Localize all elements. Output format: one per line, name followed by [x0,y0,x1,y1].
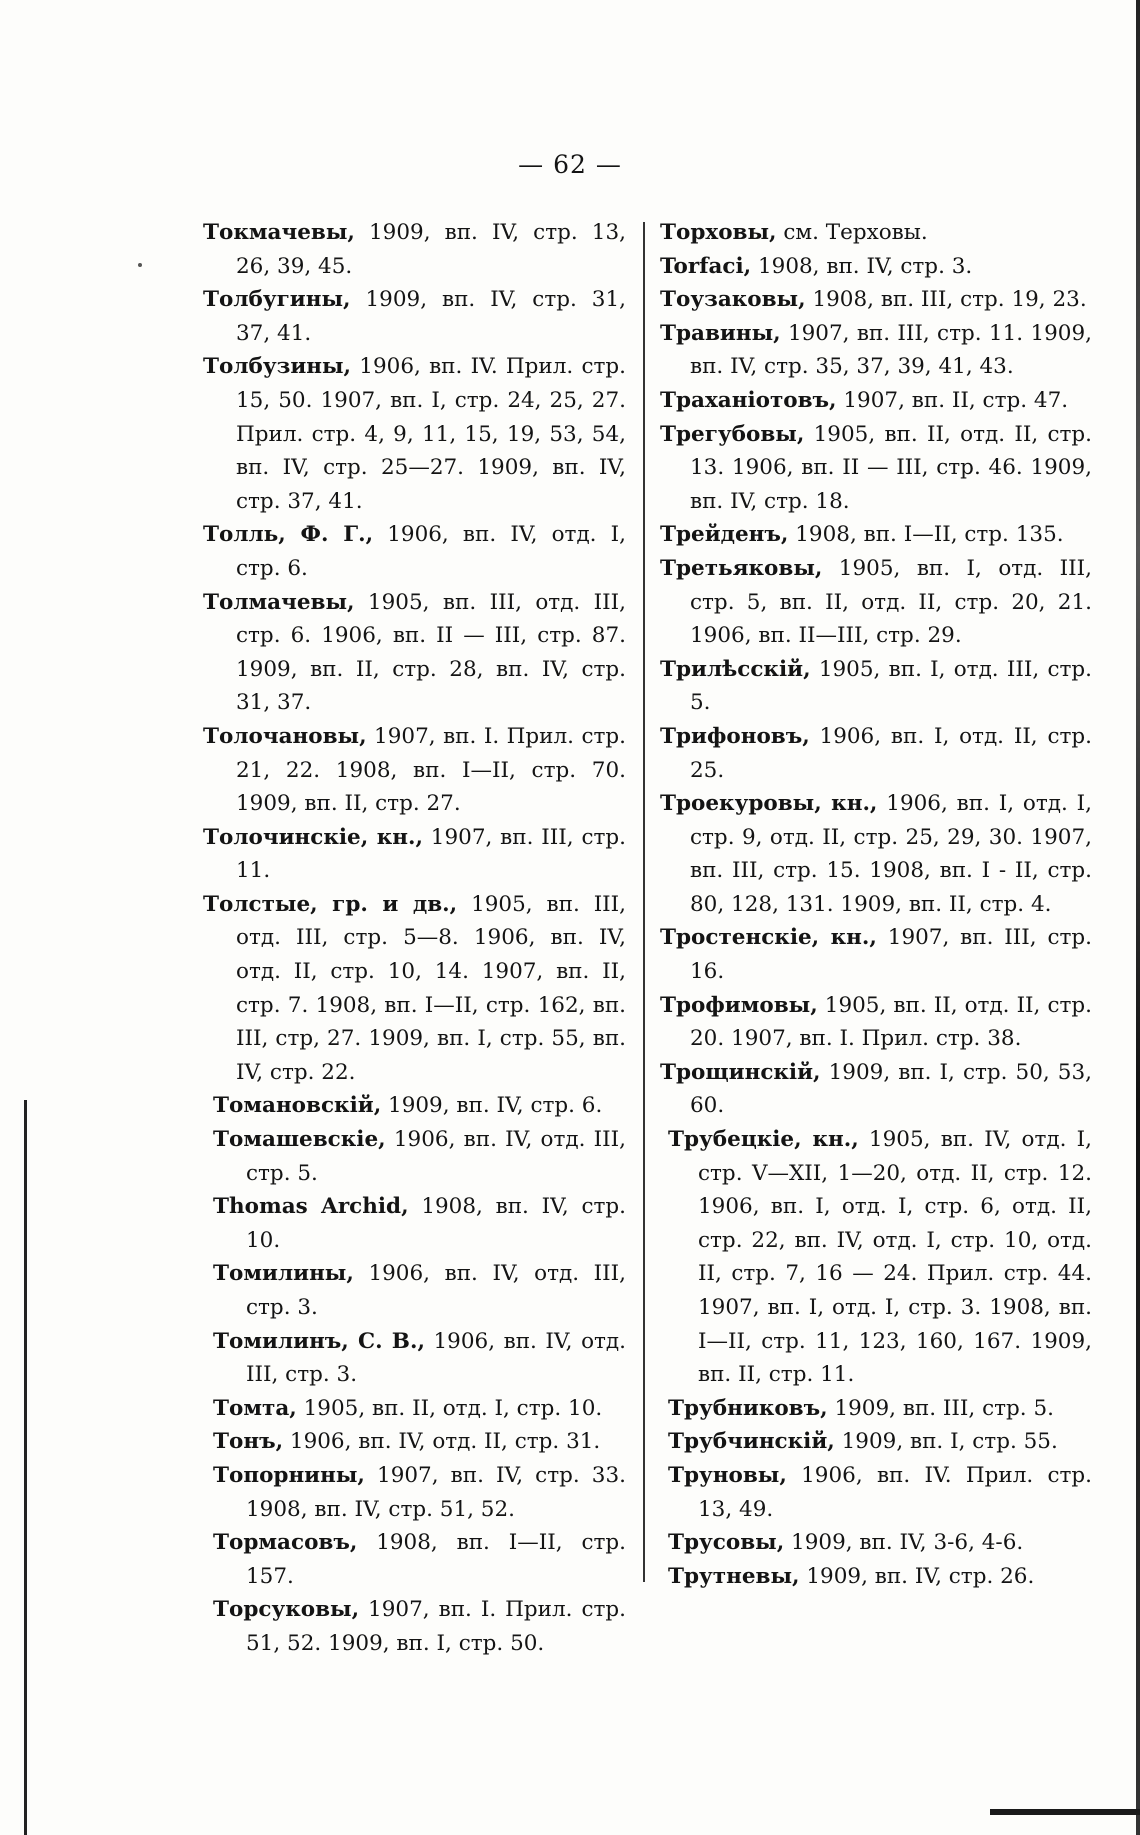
index-entry [203,888,626,1090]
entry-name: Трегубовы, [660,421,805,447]
entry-name: Трифоновъ, [660,723,810,749]
index-entry [660,384,1092,418]
entry-references: 1908, вп. III, стр. 19, 23. [805,287,1087,313]
index-entry [660,653,1092,720]
entry-name: Толочинскіе, кн., [203,824,423,850]
entry-name: Токмачевы, [203,220,355,245]
index-entry [668,1123,1092,1392]
entry-name: Тростенскіе, кн., [660,925,877,951]
index-entry [203,350,626,518]
entry-references: 1906, вп. IV, отд. II, стр. 31. [283,1429,601,1455]
entry-references: 1907, вп. II, стр. 47. [836,387,1069,413]
entry-name: Толль, Ф. Г., [203,522,374,548]
page-edge-shadow [1136,0,1140,1835]
entry-references: 1906, вп. I, отд. II, стр. 25. [690,723,1092,783]
entry-name: Трейденъ, [660,522,789,548]
entry-references: 1906, вп. IV, отд. III, стр. 3. [246,1261,626,1320]
index-entry [203,586,626,720]
entry-references: 1905, вп. II, отд. I, стр. 10. [296,1395,603,1421]
entry-name: Томилинъ, С. В., [213,1328,425,1354]
entry-name: Троекуровы, кн., [660,791,878,817]
index-entry [660,921,1092,988]
entry-references: 1905, вп. II, отд. II, стр. 20. 1907, вп. I. Прил. стр. 38. [690,992,1092,1052]
entry-name: Толмачевы, [203,589,355,615]
index-entry [203,720,626,821]
entry-name: Толбузины, [203,354,352,380]
index-entry [213,1257,626,1324]
entry-references: 1906, вп. IV, отд. III, стр. 5. [246,1127,626,1186]
entry-name: Torfaci, [660,253,752,279]
entry-references: см. Терховы. [776,220,928,245]
entry-name: Толбугины, [203,287,351,313]
entry-name: Травины, [660,320,781,346]
scan-artifact [990,1809,1140,1815]
entry-name: Thomas Archid, [213,1194,409,1220]
entry-name: Трубниковъ, [668,1395,828,1421]
entry-references: 1905, вп. IV, отд. I, стр. V—XII, 1—20, отд. II, стр. 12. 1906, вп. I, отд. I, стр. 6, отд. II, стр. 22, вп. IV, отд. I, стр. 10, отд. II, стр. 7, 16 — 24. Прил. стр. 44. 1907, вп. I, отд. I, стр. 3. 1908, вп. I—II, стр. 11, 123, 160, 167. 1909, вп. II, стр. 11. [698,1127,1093,1388]
entry-name: Трутневы, [668,1563,800,1589]
entry-name: Трусовы, [668,1530,785,1556]
entry-references: 1906, вп. IV, отд. III, стр. 3. [246,1328,626,1388]
entry-name: Трубецкіе, кн., [668,1127,859,1153]
entry-references: 1908, вп. I—II, стр. 135. [788,522,1064,548]
index-entry [660,1056,1092,1123]
index-entry [660,250,1092,284]
entry-name: Томашевскіе, [213,1127,386,1153]
entry-references: 1909, вп. IV, стр. 31, 37, 41. [236,287,626,346]
entry-name: Трилѣсскій, [660,656,811,682]
index-entry [668,1459,1092,1526]
index-entry [660,216,1092,250]
entry-name: Трубчинскій, [668,1429,835,1455]
index-column-left [203,216,626,1661]
entry-references: 1905, вп. I, отд. III, стр. 5. [690,656,1092,716]
index-entry [213,1526,626,1593]
entry-references: 1905, вп. I, отд. III, стр. 5, вп. II, отд. II, стр. 20, 21. 1906, вп. II—III, стр. 29. [690,555,1092,649]
index-entry [660,418,1092,519]
entry-name: Толстые, гр. и дв., [203,891,458,917]
page-number: — 62 — [518,150,622,179]
entry-references: 1906, вп. IV. Прил. стр. 13, 49. [698,1462,1092,1522]
index-entry [660,317,1092,384]
index-entry [668,1392,1092,1426]
entry-references: 1909, вп. I, стр. 50, 53, 60. [690,1059,1092,1119]
entry-name: Траханіотовъ, [660,387,837,413]
entry-references: 1908, вп. IV, стр. 3. [751,253,973,279]
entry-name: Тормасовъ, [213,1530,358,1556]
entry-references: 1906, вп. IV, отд. I, стр. 6. [236,522,627,581]
entry-references: 1907, вп. III, стр. 16. [690,925,1092,985]
entry-references: 1907, вп. I. Прил. стр. 21, 22. 1908, вп. I—II, стр. 70. 1909, вп. II, стр. 27. [236,723,626,817]
index-entry [668,1526,1092,1560]
entry-name: Томановскій, [213,1093,382,1119]
index-entry [203,283,626,350]
entry-references: 1907, вп. III, стр. 11. [236,824,626,884]
entry-name: Трофимовы, [660,992,818,1018]
index-entry [660,552,1092,653]
index-entry [213,1089,626,1123]
entry-references: 1907, вп. III, стр. 11. 1909, вп. IV, стр. 35, 37, 39, 41, 43. [690,320,1092,380]
index-entry [660,989,1092,1056]
entry-name: Третьяковы, [660,555,823,581]
entry-references: 1907, вп. IV, стр. 33. 1908, вп. IV, стр. 51, 52. [246,1462,626,1522]
entry-references: 1908, вп. IV, стр. 10. [246,1194,626,1253]
entry-references: 1907, вп. I. Прил. стр. 51, 52. 1909, вп. I, стр. 50. [246,1597,626,1656]
index-entry [213,1425,626,1459]
entry-references: 1906, вп. I, отд. I, стр. 9, отд. II, стр. 25, 29, 30. 1907, вп. III, стр. 15. 1908, вп. I - II, стр. 80, 128, 131. 1909, вп. II, стр. 4. [690,791,1092,917]
entry-references: 1909, вп. I, стр. 55. [834,1429,1058,1455]
index-entry [203,518,626,585]
index-entry [660,283,1092,317]
index-entry [668,1560,1092,1594]
index-entry [213,1392,626,1426]
entry-name: Трощинскій, [660,1059,821,1085]
index-entry [660,518,1092,552]
entry-references: 1906, вп. IV. Прил. стр. 15, 50. 1907, вп. I, стр. 24, 25, 27. Прил. стр. 4, 9, 11, 15, 19, 53, 54, вп. IV, стр. 25—27. 1909, вп. IV, стр. 37, 41. [236,354,626,514]
index-entry [203,821,626,888]
index-entry [213,1325,626,1392]
entry-name: Тоузаковы, [660,287,806,313]
entry-references: 1909, вп. IV, стр. 13, 26, 39, 45. [236,220,626,279]
entry-references: 1909, вп. IV, стр. 26. [799,1563,1035,1589]
entry-references: 1909, вп. IV, стр. 6. [381,1093,603,1119]
entry-name: Томта, [213,1395,297,1421]
entry-references: 1905, вп. III, отд. III, стр. 5—8. 1906, вп. IV, отд. II, стр. 10, 14. 1907, вп. II, стр. 7. 1908, вп. I—II, стр. 162, вп. III, стр, 27. 1909, вп. I, стр. 55, вп. IV, стр. 22. [236,891,627,1085]
entry-references: 1908, вп. I—II, стр. 157. [246,1530,626,1589]
column-divider [643,222,645,1582]
index-entry [213,1459,626,1526]
entry-name: Топорнины, [213,1462,365,1488]
entry-references: 1909, вп. III, стр. 5. [827,1395,1054,1421]
entry-name: Толочановы, [203,723,367,749]
entry-references: 1905, вп. II, отд. II, стр. 13. 1906, вп. II — III, стр. 46. 1909, вп. IV, стр. 18. [690,421,1092,514]
page-edge-shadow-left [24,1100,27,1835]
entry-references: 1905, вп. III, отд. III, стр. 6. 1906, вп. II — III, стр. 87. 1909, вп. II, стр. 28, вп. IV, стр. 31, 37. [236,589,626,716]
index-entry [213,1593,626,1660]
index-column-right [660,216,1092,1593]
entry-name: Труновы, [668,1462,787,1488]
entry-name: Тонъ, [213,1429,284,1455]
index-entry [203,216,626,283]
index-entry [660,720,1092,787]
entry-references: 1909, вп. IV, 3-6, 4-6. [784,1530,1024,1556]
entry-name: Торсуковы, [213,1597,360,1623]
index-entry [213,1190,626,1257]
index-entry [660,787,1092,921]
scan-speck [138,263,142,267]
entry-name: Торховы, [660,220,777,245]
index-entry [668,1425,1092,1459]
index-entry [213,1123,626,1190]
entry-name: Томилины, [213,1261,354,1287]
